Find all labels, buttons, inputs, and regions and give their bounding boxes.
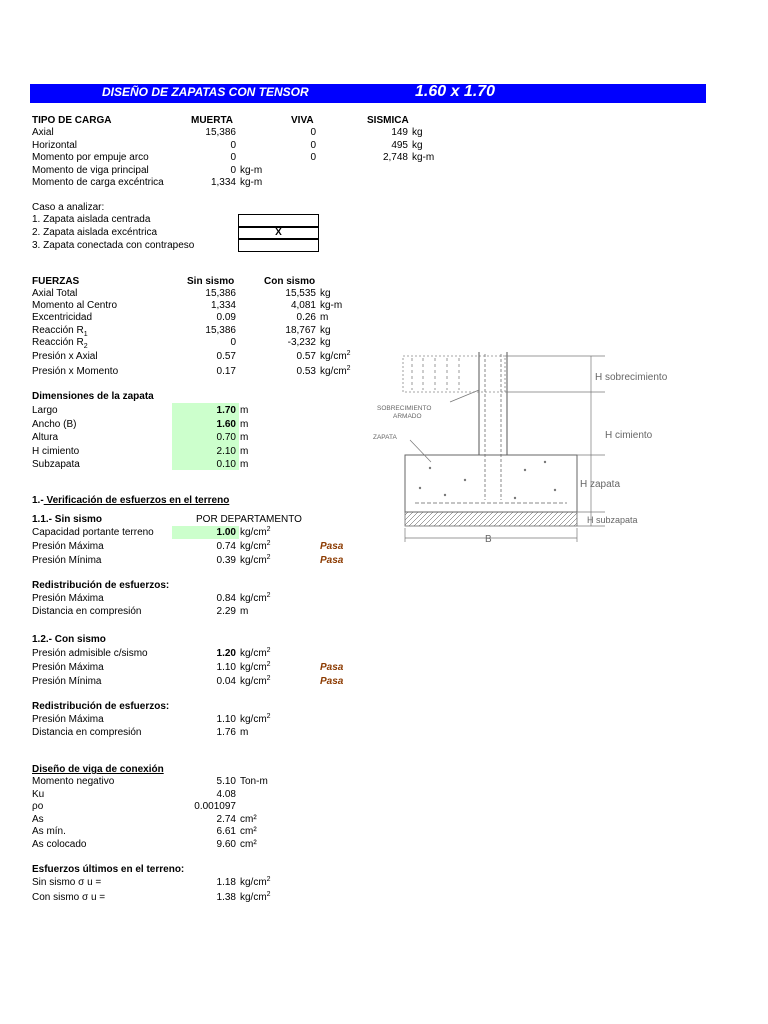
dimension-value: 0.10 — [216, 459, 236, 470]
beam-label: As colocado — [32, 838, 87, 850]
load-muerta: 0 — [230, 152, 236, 163]
force-unit — [320, 288, 331, 300]
zapata-label: ZAPATA — [373, 434, 397, 441]
beam-unit: cm² — [240, 838, 257, 850]
load-unit: kg-m — [240, 164, 263, 176]
beam-value: 9.60 — [216, 838, 236, 850]
load-viva: 0 — [310, 139, 316, 151]
force-sin: 1,334 — [210, 300, 236, 311]
verification-unit-text: kg/cm — [240, 593, 267, 604]
verification-value: 1.20 — [216, 648, 236, 659]
load-viva: 0 — [310, 127, 316, 138]
verification-label: Presión Mínima — [32, 676, 102, 687]
force-sin: 0 — [230, 337, 236, 348]
dimension-unit: m — [240, 445, 249, 457]
h-cimiento-label: H cimiento — [605, 430, 653, 441]
case-option-3: 3. Zapata conectada con contrapeso — [32, 240, 195, 251]
load-sismica: 149 — [391, 127, 408, 138]
force-label-text: Presión x Momento — [32, 366, 119, 377]
verification-unit-sup: 2 — [266, 661, 271, 668]
load-unit: kg-m — [240, 177, 263, 188]
verification-unit — [240, 541, 271, 553]
force-unit — [320, 312, 328, 324]
force-unit-text: kg/cm — [320, 351, 347, 362]
force-con: 4,081 — [290, 300, 316, 311]
beam-value: 0.001097 — [194, 801, 236, 812]
load-muerta: 15,386 — [205, 127, 236, 138]
dimension-value: 2.10 — [216, 445, 236, 457]
sobrecimiento-armado-label-1: SOBRECIMIENTO — [377, 405, 432, 412]
load-label: Momento de carga excéntrica — [32, 177, 164, 188]
verification-unit-text: kg/cm — [240, 527, 267, 538]
verification-unit — [240, 527, 271, 539]
ultimate-value: 1.18 — [216, 877, 236, 888]
verification-unit — [240, 714, 271, 726]
forces-header-label: FUERZAS — [32, 276, 80, 287]
ultimate-unit — [240, 892, 271, 904]
verification-unit — [240, 676, 271, 688]
force-label-text: Momento al Centro — [32, 300, 118, 311]
loads-header-type: TIPO DE CARGA — [32, 115, 112, 126]
sin-sismo-note: POR DEPARTAMENTO — [196, 514, 302, 525]
verification-unit-text: kg/cm — [240, 648, 267, 659]
verification-value: 1.76 — [216, 727, 236, 738]
dimension-label: Subzapata — [32, 459, 80, 470]
force-unit-text: kg/cm — [320, 366, 347, 377]
sobrecimiento-block — [403, 356, 505, 392]
case-option-1: 1. Zapata aislada centrada — [32, 214, 151, 225]
verification-heading-num: 1.- — [32, 495, 44, 506]
force-unit-text: m — [320, 312, 329, 323]
verification-label: Presión Máxima — [32, 662, 104, 673]
load-label: Momento por empuje arco — [32, 152, 149, 163]
dimension-unit: m — [240, 459, 249, 470]
force-label-text: Excentricidad — [32, 312, 93, 323]
force-unit — [320, 300, 342, 312]
forces-header-sin: Sin sismo — [187, 276, 235, 287]
loads-header-sismica: SISMICA — [367, 115, 409, 126]
load-unit: kg — [412, 139, 423, 151]
verification-value: 0.84 — [216, 593, 236, 604]
load-muerta: 0 — [230, 139, 236, 151]
case-heading: Caso a analizar: — [32, 202, 105, 213]
loads-header-muerta: MUERTA — [191, 115, 234, 126]
beam-unit: cm² — [240, 826, 257, 837]
verification-unit — [240, 593, 271, 605]
force-unit-text: kg — [320, 288, 331, 299]
force-unit-sup: 2 — [346, 350, 351, 357]
load-sismica: 495 — [391, 139, 408, 151]
verification-heading — [32, 495, 229, 507]
force-con: 0.57 — [296, 351, 316, 362]
verification-unit — [240, 662, 271, 674]
force-unit — [320, 351, 351, 363]
verification-unit — [240, 648, 271, 660]
verification-value: 1.10 — [216, 714, 236, 725]
con-redis-heading: Redistribución de esfuerzos: — [32, 701, 170, 712]
column-stem — [479, 352, 507, 500]
force-sin: 15,386 — [205, 325, 236, 336]
verification-label: Presión Máxima — [32, 541, 104, 552]
force-con: 18,767 — [285, 325, 316, 336]
verification-value: 2.29 — [216, 606, 236, 617]
dimension-label: Altura — [32, 432, 59, 443]
verification-value: 0.39 — [216, 555, 236, 566]
dimension-unit: m — [240, 418, 249, 430]
dimension-label: Ancho (B) — [32, 418, 77, 430]
force-unit-text: kg-m — [320, 300, 343, 311]
verification-label: Distancia en compresión — [32, 727, 142, 738]
force-label — [32, 288, 77, 300]
status-pasa: Pasa — [320, 555, 344, 566]
force-label — [32, 366, 118, 378]
force-unit — [320, 366, 351, 378]
ultimate-heading: Esfuerzos últimos en el terreno: — [32, 864, 185, 875]
force-con: 0.53 — [296, 366, 316, 377]
size-label: 1.60 x 1.70 — [415, 83, 496, 100]
verification-value: 1.10 — [216, 662, 236, 673]
force-sin: 0.57 — [216, 351, 236, 362]
case-mark-2: X — [275, 227, 282, 238]
force-label-text: Reacción R — [32, 325, 84, 336]
beam-value: 2.74 — [216, 813, 236, 825]
loads-header-viva: VIVA — [291, 115, 314, 126]
beam-label: As mín. — [32, 826, 66, 837]
force-label — [32, 312, 92, 324]
load-label: Axial — [32, 127, 54, 138]
verification-heading-text: Verificación de esfuerzos en el terreno — [43, 495, 230, 506]
force-sin: 15,386 — [205, 288, 236, 299]
ultimate-label: Con sismo σ u = — [32, 892, 106, 903]
beam-unit: Ton-m — [240, 776, 268, 787]
verification-unit-text: kg/cm — [240, 714, 267, 725]
verification-unit — [240, 606, 248, 618]
beam-value: 4.08 — [216, 788, 236, 800]
beam-label: Momento negativo — [32, 776, 115, 787]
force-sin: 0.17 — [216, 366, 236, 377]
load-label: Momento de viga principal — [32, 164, 149, 176]
load-viva: 0 — [310, 152, 316, 163]
verification-label: Presión admisible c/sismo — [32, 648, 148, 659]
page-title: DISEÑO DE ZAPATAS CON TENSOR — [102, 85, 309, 99]
h-zapata-label: H zapata — [580, 479, 621, 490]
subzapata-block — [405, 512, 577, 526]
force-unit-text: kg — [320, 337, 331, 348]
ultimate-unit-text: kg/cm — [240, 892, 267, 903]
dimension-label: Largo — [32, 405, 58, 416]
verification-unit-text: kg/cm — [240, 662, 267, 673]
force-label — [32, 351, 98, 363]
force-label-sub: 1 — [83, 331, 88, 338]
sobrecimiento-armado-label-2: ARMADO — [393, 413, 422, 420]
dimension-label: H cimiento — [32, 445, 80, 457]
force-label-text: Axial Total — [32, 288, 78, 299]
load-unit: kg — [412, 127, 423, 138]
verification-unit-sup: 2 — [266, 675, 271, 682]
force-con: 0.26 — [296, 312, 316, 323]
beam-label: As — [32, 813, 44, 825]
dimension-value: 1.70 — [216, 405, 236, 416]
case-box-3[interactable] — [238, 238, 319, 252]
verification-label: Presión Máxima — [32, 593, 104, 604]
beam-heading: Diseño de viga de conexión — [32, 764, 164, 775]
force-unit — [320, 337, 331, 349]
forces-header-con: Con sismo — [264, 276, 316, 287]
force-label-text: Presión x Axial — [32, 351, 98, 362]
load-label: Horizontal — [32, 139, 78, 151]
verification-unit-text: kg/cm — [240, 541, 267, 552]
ultimate-label: Sin sismo σ u = — [32, 877, 102, 888]
verification-unit — [240, 727, 248, 739]
force-con: 15,535 — [285, 288, 316, 299]
force-unit — [320, 325, 331, 337]
verification-unit-text: m — [240, 727, 249, 738]
verification-unit-text: m — [240, 606, 249, 617]
force-unit-sup: 2 — [346, 365, 351, 372]
verification-unit-sup: 2 — [266, 526, 271, 533]
dimension-unit: m — [240, 432, 249, 443]
zapata-block — [405, 455, 577, 512]
verification-unit-sup: 2 — [266, 647, 271, 654]
verification-label: Capacidad portante terreno — [32, 527, 154, 538]
force-label-sub: 2 — [83, 343, 88, 350]
load-muerta: 1,334 — [210, 177, 236, 188]
force-label-text: Reacción R — [32, 337, 84, 348]
verification-unit-sup: 2 — [266, 713, 271, 720]
footing-drawing — [355, 330, 675, 560]
force-con: -3,232 — [287, 337, 316, 348]
force-label — [32, 300, 117, 312]
dimension-value: 1.60 — [216, 418, 236, 430]
verification-value: 0.74 — [216, 541, 236, 552]
sin-redis-heading: Redistribución de esfuerzos: — [32, 580, 170, 591]
status-pasa: Pasa — [320, 541, 344, 552]
force-unit-text: kg — [320, 325, 331, 336]
verification-unit-sup: 2 — [266, 540, 271, 547]
verification-unit-text: kg/cm — [240, 676, 267, 687]
force-sin: 0.09 — [216, 312, 236, 323]
load-unit: kg-m — [412, 152, 435, 163]
beam-value: 6.61 — [216, 826, 236, 837]
ultimate-unit-sup: 2 — [266, 891, 271, 898]
beam-unit: cm² — [240, 813, 257, 825]
verification-label: Distancia en compresión — [32, 606, 142, 617]
verification-unit — [240, 555, 271, 567]
status-pasa: Pasa — [320, 676, 344, 687]
title-bar — [30, 84, 706, 103]
h-subzapata-label: H subzapata — [587, 515, 638, 525]
verification-label: Presión Máxima — [32, 714, 104, 725]
verification-unit-sup: 2 — [266, 592, 271, 599]
ultimate-unit-text: kg/cm — [240, 877, 267, 888]
dimension-value: 0.70 — [216, 432, 236, 443]
ultimate-unit — [240, 877, 271, 889]
dimensions-heading: Dimensiones de la zapata — [32, 391, 154, 402]
ultimate-unit-sup: 2 — [266, 876, 271, 883]
con-sismo-heading: 1.2.- Con sismo — [32, 634, 106, 645]
beam-label: ρo — [32, 801, 44, 812]
beam-label: Ku — [32, 788, 45, 800]
verification-value: 0.04 — [216, 676, 236, 687]
verification-unit-text: kg/cm — [240, 555, 267, 566]
verification-unit-sup: 2 — [266, 554, 271, 561]
beam-value: 5.10 — [216, 776, 236, 787]
h-sobrecimiento-label: H sobrecimiento — [595, 372, 668, 383]
b-label: B — [485, 534, 492, 545]
case-option-2: 2. Zapata aislada excéntrica — [32, 227, 158, 238]
load-sismica: 2,748 — [382, 152, 408, 163]
status-pasa: Pasa — [320, 662, 344, 673]
load-muerta: 0 — [230, 164, 236, 176]
dimension-unit: m — [240, 405, 249, 416]
ultimate-value: 1.38 — [216, 892, 236, 903]
sin-sismo-heading: 1.1.- Sin sismo — [32, 514, 103, 525]
verification-label: Presión Mínima — [32, 555, 102, 566]
verification-value: 1.00 — [216, 527, 236, 538]
